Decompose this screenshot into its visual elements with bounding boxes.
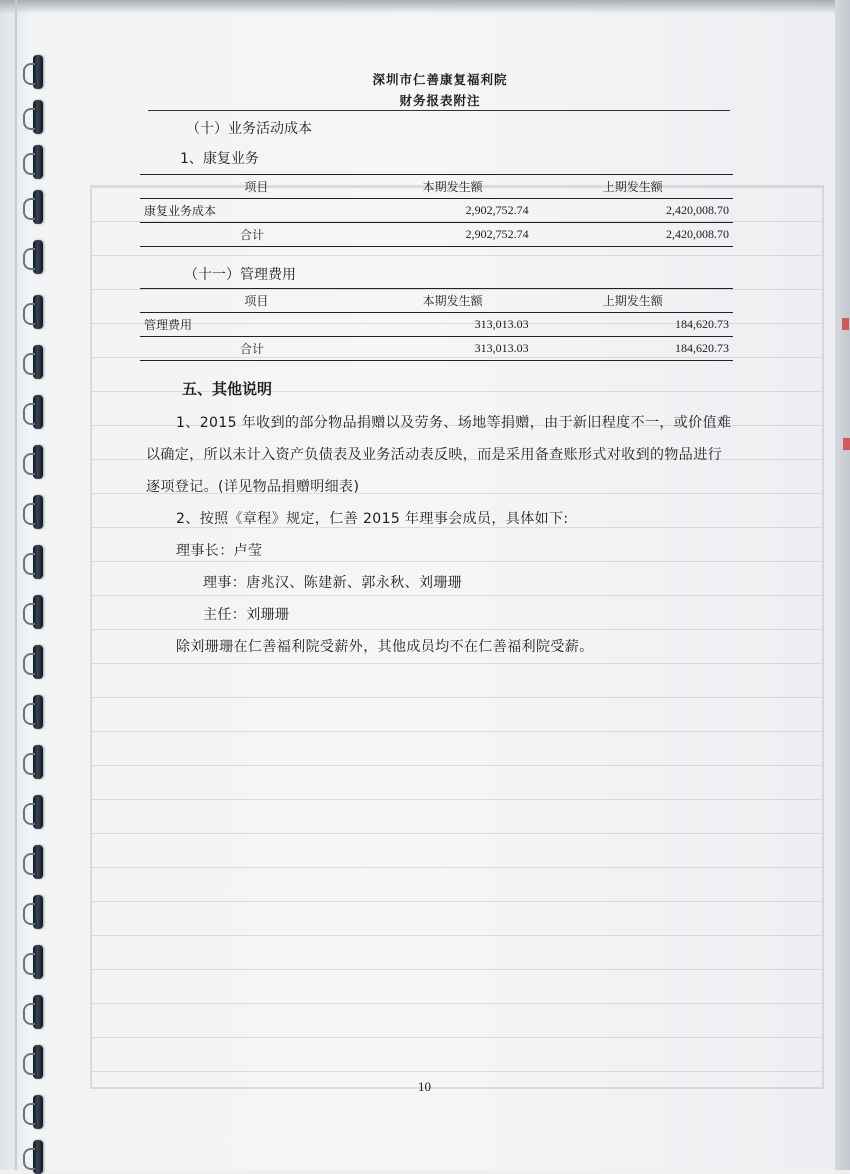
table-header-row <box>140 289 733 313</box>
binding-ring <box>33 495 43 529</box>
row-label: 合计 <box>240 228 265 242</box>
table-header-row <box>140 175 733 199</box>
page-number: 10 <box>418 1079 431 1094</box>
col-header-previous: 上期发生额 <box>602 180 663 194</box>
binding-ring <box>33 545 43 579</box>
binding-ring <box>33 55 43 89</box>
binding-ring <box>33 190 43 224</box>
binding-ring <box>33 745 43 779</box>
binding-ring <box>33 100 43 134</box>
director-head-line: 主任：刘珊珊 <box>203 607 290 623</box>
row-current: 2,902,752.74 <box>465 203 529 217</box>
binding-ring <box>33 295 43 329</box>
binding-ring <box>33 845 43 879</box>
row-current: 313,013.03 <box>474 317 529 331</box>
col-header-item: 项目 <box>244 294 269 308</box>
paragraph1-line3: 逐项登记。(详见物品捐赠明细表) <box>146 479 360 495</box>
paragraph1-line1: 1、2015 年收到的部分物品捐赠以及劳务、场地等捐赠，由于新旧程度不一，或价值难 <box>176 415 732 431</box>
col-header-item: 项目 <box>244 180 269 194</box>
paragraph2: 2、按照《章程》规定，仁善 2015 年理事会成员，具体如下: <box>176 511 569 527</box>
table-row <box>140 313 733 337</box>
admin-expense-table <box>140 288 733 361</box>
binding-ring <box>33 795 43 829</box>
org-name: 深圳市仁善康复福利院 <box>372 72 508 87</box>
rehab-cost-table <box>140 174 733 247</box>
chairman-line: 理事长：卢莹 <box>176 543 263 559</box>
bleed-through-table <box>90 140 830 1100</box>
binding-ring <box>33 145 43 179</box>
binding-ring <box>33 1140 43 1174</box>
binding-ring <box>33 1095 43 1129</box>
report-subtitle: 财务报表附注 <box>399 93 481 108</box>
col-header-previous: 上期发生额 <box>602 294 663 308</box>
binding-ring <box>33 240 43 274</box>
table-total-row <box>140 223 733 247</box>
binding-ring <box>33 595 43 629</box>
row-current: 2,902,752.74 <box>465 227 529 241</box>
binding-hole-line <box>15 0 17 1170</box>
page-edge <box>835 0 850 1170</box>
binding-ring <box>33 445 43 479</box>
row-previous: 2,420,008.70 <box>666 227 729 241</box>
header-rule <box>148 110 730 111</box>
col-header-current: 本期发生额 <box>422 180 483 194</box>
binding-ring <box>33 995 43 1029</box>
spiral-binding <box>0 0 60 1170</box>
binding-ring <box>33 695 43 729</box>
row-current: 313,013.03 <box>474 341 529 355</box>
scan-shadow <box>0 0 850 14</box>
section5-title: 五、其他说明 <box>182 380 273 398</box>
row-label: 合计 <box>240 342 265 356</box>
row-previous: 184,620.73 <box>675 317 729 331</box>
row-label: 康复业务成本 <box>144 204 217 218</box>
section10-sub1: 1、康复业务 <box>180 151 259 167</box>
binding-ring <box>33 895 43 929</box>
binding-ring <box>33 345 43 379</box>
section11-title: （十一）管理费用 <box>184 267 296 283</box>
binding-ring <box>33 395 43 429</box>
red-stamp-mark <box>842 318 849 330</box>
row-previous: 2,420,008.70 <box>666 203 729 217</box>
section10-title: （十）业务活动成本 <box>186 121 312 137</box>
col-header-current: 本期发生额 <box>422 294 483 308</box>
binding-ring <box>33 945 43 979</box>
row-label: 管理费用 <box>144 318 193 332</box>
paragraph1-line2: 以确定，所以未计入资产负债表及业务活动表反映，而是采用备查账形式对收到的物品进行 <box>146 447 722 463</box>
table-row <box>140 199 733 223</box>
red-stamp-mark <box>843 438 850 450</box>
binding-ring <box>33 645 43 679</box>
table-total-row <box>140 337 733 361</box>
row-previous: 184,620.73 <box>675 341 729 355</box>
salary-note: 除刘珊珊在仁善福利院受薪外，其他成员均不在仁善福利院受薪。 <box>176 639 594 655</box>
binding-ring <box>33 1045 43 1079</box>
directors-line: 理事：唐兆汉、陈建新、郭永秋、刘珊珊 <box>203 575 463 591</box>
